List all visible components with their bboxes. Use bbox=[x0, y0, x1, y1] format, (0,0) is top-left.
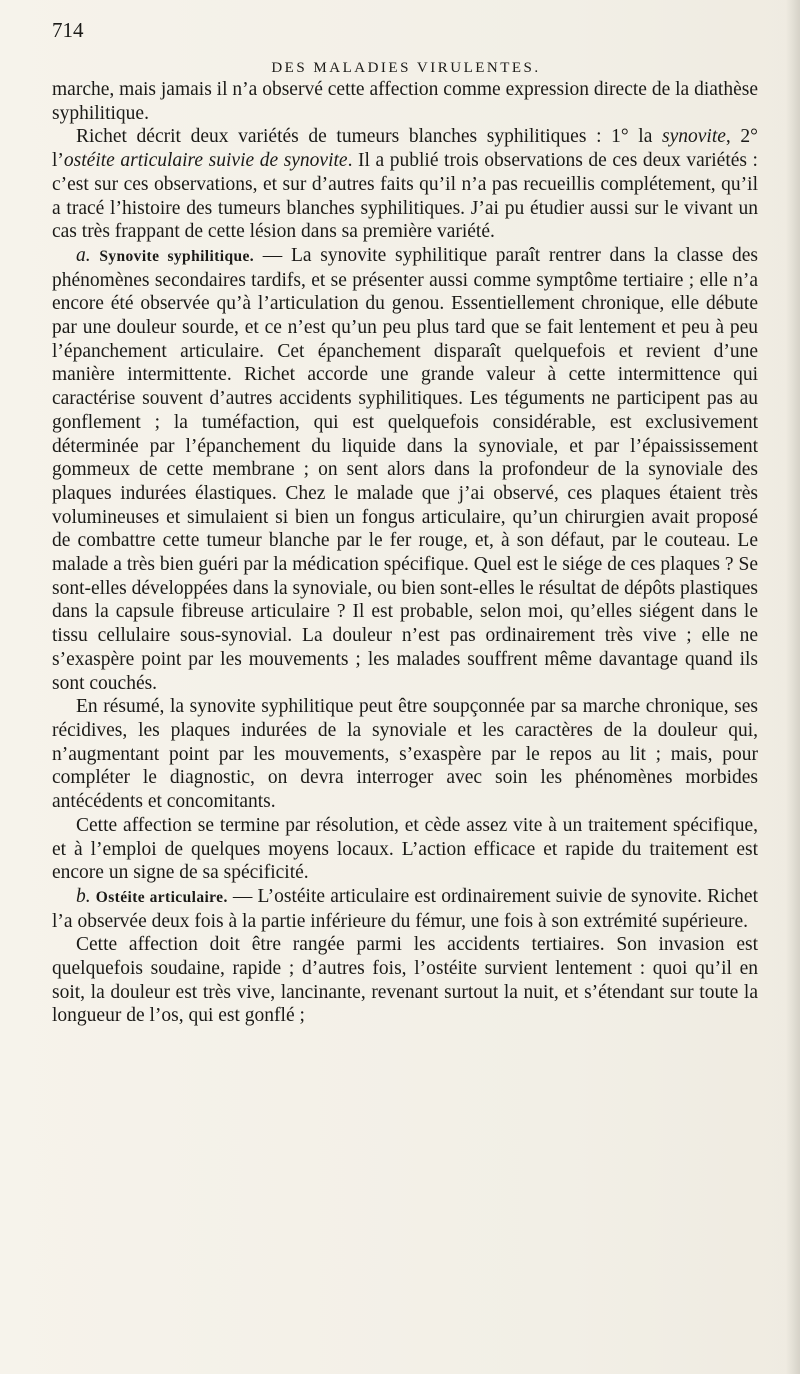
page-header bbox=[52, 16, 760, 76]
term-synovite: synovite bbox=[662, 126, 726, 148]
body-text bbox=[52, 78, 758, 1028]
section-synovite bbox=[52, 244, 758, 695]
section-letter-b: b. bbox=[76, 885, 91, 907]
section-synovite-text: — La synovite syphilitique paraît rentrer dans la classe des phénomènes secondaires tardifs, et se présenter aussi comme symptôme tertiaire ; elle n’a encore été observée qu’à l’articulation du genou. Essentiellement chronique, elle débute par une douleur sourde, et ce n’est qu’un peu plus tard que se fait lentement et peu à peu l’épanchement articulaire. Cet épanchement disparaît quelquefois et revient d’une manière intermittente. Richet accorde une grande valeur à cette intermittence qui caractérise souvent d’autres accidents syphilitiques. Les téguments ne participent pas au gonflement ; la tuméfaction, qui est quelquefois considérable, est exclusivement déterminée par l’épanchement du liquide dans la synoviale, et par l’épaississement gommeux de cette membrane ; on sent alors dans la profondeur de la synoviale des plaques indurées élastiques. Chez le malade que j’ai observé, ces plaques étaient très volumineuses et simulaient si bien un fongus articulaire, qu’un chirurgien avait proposé de combattre cette tumeur blanche par le fer rouge, et, à son défaut, par le couteau. Le malade a très bien guéri par la médication spécifique. Quel est le siége de ces plaques ? Se sont-elles développées dans la synoviale, ou bien sont-elles le résultat de dépôts plastiques dans la capsule fibreuse articulaire ? Il est probable, selon moi, qu’elles siégent dans le tissu cellulaire sous-synovial. La douleur n’est pas ordinairement très vive ; elle ne s’exaspère point par les mouvements ; les malades souffrent même davantage quand ils sont couchés. bbox=[52, 244, 759, 694]
text-run: Richet décrit deux variétés de tumeurs blanches syphilitiques : 1° la bbox=[76, 126, 663, 148]
paragraph-osteite-description: Cette affection doit être rangée parmi les accidents tertiaires. Son invasion est quelquefois soudaine, rapide ; d’autres fois, l’ostéite survient lentement : quoi qu’il en soit, la douleur est très vive, lancinante, revenant surtout la nuit, et s’étendant sur toute la longueur de l’os, qui est gonflé ; bbox=[52, 934, 758, 1027]
section-osteite bbox=[52, 885, 758, 933]
paragraph-continued: marche, mais jamais il n’a observé cette affection comme expression directe de la diathèse syphilitique. bbox=[52, 79, 758, 124]
section-heading-osteite: Ostéite articulaire. bbox=[95, 888, 228, 906]
term-osteite-articulaire: ostéite articulaire suivie de synovite bbox=[63, 150, 348, 172]
page-number: 714 bbox=[52, 18, 84, 42]
text-run: , 2° l’ bbox=[52, 126, 758, 172]
paragraph-richet-varieties bbox=[52, 125, 758, 244]
text-run: . Il a publié trois observations de ces deux variétés : c’est sur ces observations, et sur d’autres faits qu’il n’a pas recueillis complétement, qu’il a tracé l’histoire des tumeurs blanches syphilitiques. J’ai pu étudier aussi sur le vivant un cas très frappant de cette lésion dans sa première variété. bbox=[52, 150, 758, 243]
running-head: DES MALADIES VIRULENTES. bbox=[271, 60, 541, 76]
section-letter-a: a. bbox=[76, 244, 91, 266]
section-heading-synovite: Synovite syphilitique. bbox=[99, 247, 255, 265]
paragraph-termination: Cette affection se termine par résolution, et cède assez vite à un traitement spécifique, et à l’emploi de quelques moyens locaux. L’action efficace et rapide du traitement est encore un signe de sa spécificité. bbox=[52, 814, 758, 884]
paragraph-resume: En résumé, la synovite syphilitique peut être soupçonnée par sa marche chronique, ses récidives, les plaques indurées de la synoviale et les caractères de la douleur qui, n’augmentant point par les mouvements, s’exaspère par le repos au lit ; mais, pour compléter le diagnostic, on devra interroger avec soin les phénomènes morbides antécédents et concomitants. bbox=[52, 696, 758, 813]
section-osteite-text: — L’ostéite articulaire est ordinairement suivie de synovite. Richet l’a observée deux fois à la partie inférieure du fémur, une fois à son extrémité supérieure. bbox=[52, 885, 759, 932]
